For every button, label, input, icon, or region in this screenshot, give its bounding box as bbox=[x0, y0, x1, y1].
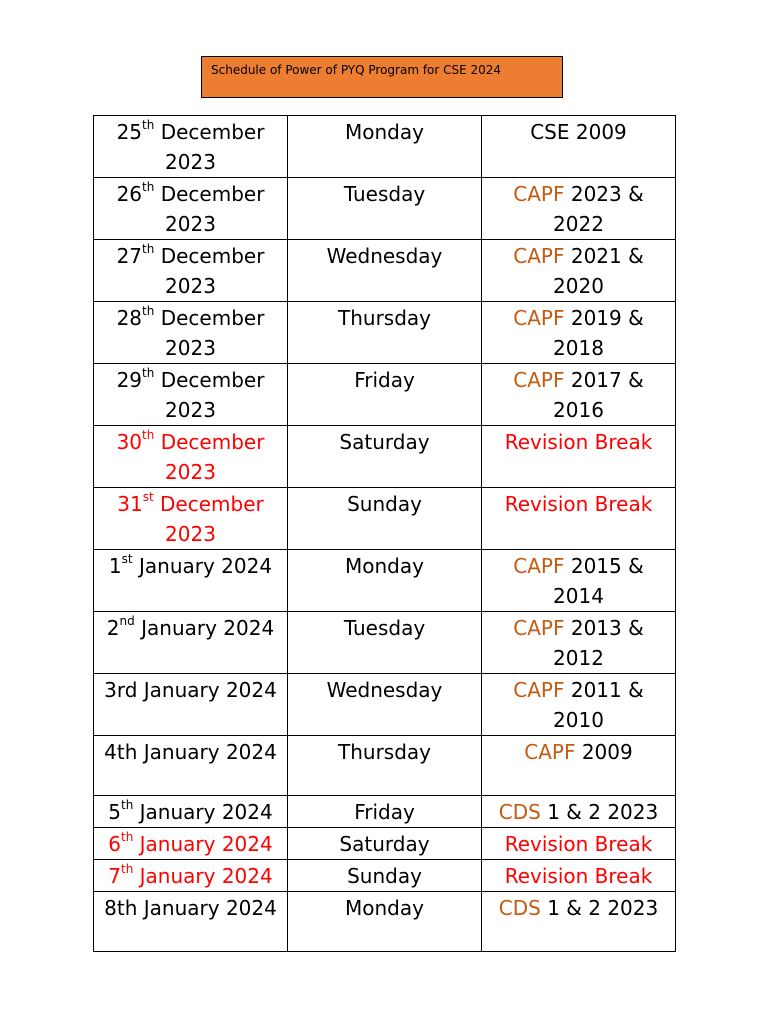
date-month-year: January 2024 bbox=[133, 864, 273, 888]
revision-break-label: Revision Break bbox=[504, 430, 653, 454]
date-cell bbox=[94, 612, 288, 674]
exam-cell bbox=[482, 178, 676, 240]
schedule-title-box bbox=[201, 56, 563, 98]
schedule-table bbox=[93, 115, 676, 952]
day-cell: Tuesday bbox=[288, 178, 482, 240]
day-cell: Sunday bbox=[288, 860, 482, 892]
date-ordinal-suffix: th bbox=[142, 180, 155, 195]
date-ordinal-suffix: th bbox=[142, 118, 155, 133]
table-row bbox=[94, 302, 676, 364]
exam-name: CAPF bbox=[513, 554, 565, 578]
date-number: 28 bbox=[116, 306, 143, 330]
date-number: 27 bbox=[116, 244, 143, 268]
date-number: 1 bbox=[108, 554, 122, 578]
date-ordinal-suffix: th bbox=[142, 304, 155, 319]
day-cell: Monday bbox=[288, 116, 482, 178]
date-number: 4th bbox=[104, 740, 138, 764]
date-month-year: December 2023 bbox=[154, 430, 265, 484]
table-row bbox=[94, 488, 676, 550]
date-cell bbox=[94, 488, 288, 550]
date-number: 8th bbox=[104, 896, 138, 920]
date-number: 2 bbox=[106, 616, 120, 640]
date-month-year: December 2023 bbox=[154, 120, 265, 174]
date-month-year: January 2024 bbox=[133, 832, 273, 856]
date-ordinal-suffix: th bbox=[120, 830, 134, 845]
date-month-year: January 2024 bbox=[137, 678, 277, 702]
date-cell bbox=[94, 302, 288, 364]
revision-break-label: Revision Break bbox=[504, 864, 653, 888]
date-cell bbox=[94, 550, 288, 612]
date-cell bbox=[94, 178, 288, 240]
date-month-year: December 2023 bbox=[154, 244, 265, 298]
date-cell bbox=[94, 426, 288, 488]
day-cell: Saturday bbox=[288, 828, 482, 860]
date-cell bbox=[94, 674, 288, 736]
exam-name: CAPF bbox=[513, 368, 565, 392]
exam-cell bbox=[482, 116, 676, 178]
table-row bbox=[94, 116, 676, 178]
day-cell: Thursday bbox=[288, 736, 482, 796]
exam-years: 2011 & 2010 bbox=[553, 678, 644, 732]
date-number: 6 bbox=[108, 832, 121, 856]
table-row bbox=[94, 674, 676, 736]
day-cell: Wednesday bbox=[288, 674, 482, 736]
date-number: 30 bbox=[116, 430, 143, 454]
date-cell bbox=[94, 364, 288, 426]
table-row bbox=[94, 828, 676, 860]
date-ordinal-suffix: th bbox=[142, 428, 155, 443]
exam-name: CDS bbox=[498, 800, 541, 824]
exam-name: CAPF bbox=[513, 678, 565, 702]
date-ordinal-suffix: th bbox=[120, 798, 134, 813]
day-cell: Wednesday bbox=[288, 240, 482, 302]
date-cell bbox=[94, 796, 288, 828]
exam-years: 2015 & 2014 bbox=[553, 554, 644, 608]
exam-name: CAPF bbox=[513, 182, 565, 206]
exam-years: 2023 & 2022 bbox=[553, 182, 644, 236]
date-month-year: January 2024 bbox=[132, 554, 273, 578]
exam-cell bbox=[482, 550, 676, 612]
date-cell bbox=[94, 828, 288, 860]
exam-years: 1 & 2 2023 bbox=[540, 800, 659, 824]
day-cell: Friday bbox=[288, 796, 482, 828]
table-row bbox=[94, 736, 676, 796]
date-number: 7 bbox=[108, 864, 121, 888]
day-cell: Sunday bbox=[288, 488, 482, 550]
exam-name: CAPF bbox=[513, 244, 565, 268]
date-month-year: January 2024 bbox=[137, 740, 277, 764]
exam-cell bbox=[482, 674, 676, 736]
date-month-year: January 2024 bbox=[134, 616, 275, 640]
exam-cell bbox=[482, 240, 676, 302]
exam-cell bbox=[482, 828, 676, 860]
exam-cell bbox=[482, 364, 676, 426]
exam-years: 2021 & 2020 bbox=[553, 244, 644, 298]
exam-cell bbox=[482, 302, 676, 364]
date-number: 31 bbox=[117, 492, 143, 516]
date-month-year: December 2023 bbox=[153, 492, 264, 546]
date-number: 25 bbox=[116, 120, 143, 144]
date-month-year: December 2023 bbox=[154, 306, 265, 360]
date-month-year: December 2023 bbox=[154, 368, 265, 422]
table-row bbox=[94, 426, 676, 488]
exam-cell bbox=[482, 892, 676, 952]
date-number: 5 bbox=[108, 800, 121, 824]
exam-cell bbox=[482, 736, 676, 796]
date-cell bbox=[94, 736, 288, 796]
revision-break-label: Revision Break bbox=[504, 832, 653, 856]
exam-name: CAPF bbox=[513, 616, 565, 640]
schedule-table-body bbox=[94, 116, 676, 952]
exam-cell bbox=[482, 796, 676, 828]
revision-break-label: Revision Break bbox=[504, 492, 653, 516]
date-number: 3rd bbox=[104, 678, 138, 702]
day-cell: Saturday bbox=[288, 426, 482, 488]
table-row bbox=[94, 364, 676, 426]
exam-cell bbox=[482, 860, 676, 892]
date-month-year: January 2024 bbox=[137, 896, 277, 920]
table-row bbox=[94, 178, 676, 240]
exam-years: 2019 & 2018 bbox=[553, 306, 644, 360]
date-cell bbox=[94, 240, 288, 302]
exam-name: CDS bbox=[498, 896, 541, 920]
exam-cell bbox=[482, 426, 676, 488]
date-ordinal-suffix: st bbox=[142, 490, 154, 505]
exam-years: 2013 & 2012 bbox=[553, 616, 644, 670]
date-cell bbox=[94, 116, 288, 178]
date-cell bbox=[94, 892, 288, 952]
day-cell: Friday bbox=[288, 364, 482, 426]
table-row bbox=[94, 612, 676, 674]
exam-cell bbox=[482, 488, 676, 550]
date-ordinal-suffix: st bbox=[121, 552, 133, 567]
table-row bbox=[94, 892, 676, 952]
date-ordinal-suffix: th bbox=[142, 242, 155, 257]
schedule-title: Schedule of Power of PYQ Program for CSE 2024 bbox=[211, 63, 502, 77]
exam-name: CAPF bbox=[513, 306, 565, 330]
table-row bbox=[94, 860, 676, 892]
day-cell: Monday bbox=[288, 550, 482, 612]
exam-name: CAPF bbox=[524, 740, 576, 764]
date-cell bbox=[94, 860, 288, 892]
date-month-year: December 2023 bbox=[154, 182, 265, 236]
date-month-year: January 2024 bbox=[133, 800, 273, 824]
table-row bbox=[94, 796, 676, 828]
exam-years: 1 & 2 2023 bbox=[540, 896, 659, 920]
exam-cell bbox=[482, 612, 676, 674]
day-cell: Thursday bbox=[288, 302, 482, 364]
date-ordinal-suffix: th bbox=[120, 862, 134, 877]
day-cell: Tuesday bbox=[288, 612, 482, 674]
table-row bbox=[94, 240, 676, 302]
table-row bbox=[94, 550, 676, 612]
exam-years: 2017 & 2016 bbox=[553, 368, 644, 422]
exam-years: CSE 2009 bbox=[530, 120, 627, 144]
exam-years: 2009 bbox=[575, 740, 633, 764]
date-number: 26 bbox=[116, 182, 143, 206]
day-cell: Monday bbox=[288, 892, 482, 952]
date-number: 29 bbox=[116, 368, 143, 392]
date-ordinal-suffix: th bbox=[142, 366, 155, 381]
date-ordinal-suffix: nd bbox=[119, 614, 135, 629]
